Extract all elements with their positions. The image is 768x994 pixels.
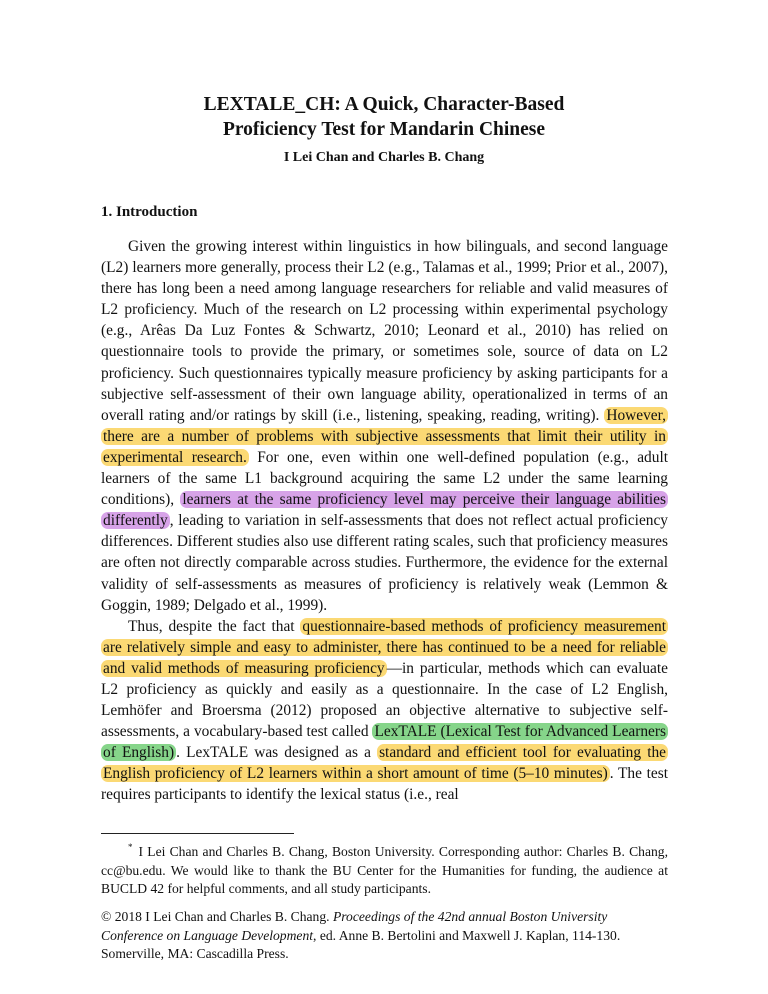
text-span: For one, even within one well-defined population (e.g., adult learners of the same L1 background acquiring the same L2 under the same learning conditions),: [101, 448, 668, 509]
body-text: [101, 236, 668, 806]
title-line-2: Proficiency Test for Mandarin Chinese: [222, 119, 546, 140]
footnote-rule: [101, 833, 294, 834]
highlight-yellow: questionnaire-based methods of proficiency measurement are relatively simple and easy to administer, there has continued to be a need for reliable and valid methods of measuring proficiency: [103, 617, 666, 677]
footnote-marker: *: [128, 842, 133, 853]
highlight-yellow: standard and efficient tool for evaluating the English proficiency of L2 learners within a short amount of time (5–10 minutes): [103, 744, 666, 783]
author-list: I Lei Chan and Charles B. Chang: [283, 150, 485, 165]
section-heading: 1. Introduction: [101, 204, 198, 220]
highlight-purple: learners at the same proficiency level may perceive their language abilities differently: [103, 491, 667, 530]
footnote: [101, 843, 668, 899]
text-span: Thus, despite the fact that: [128, 617, 301, 635]
title-line-1: LEXTALE_CH: A Quick, Character-Based: [203, 94, 565, 115]
text-span: Given the growing interest within linguistics in how bilinguals, and second language (L2) learners more generally, process their L2 (e.g., Talamas et al., 1999; Prior et al., 2007), there has long been a need among language researchers for reliable and valid measures of L2 proficiency. Much of the research on L2 processing within experimental psychology (e.g., Arêas Da Luz Fontes & Schwartz, 2010; Leonard et al., 2010) has relied on questionnaire tools to provide the primary, or sometimes sole, source of data on L2 proficiency. Such questionnaires typically measure proficiency by asking participants for a subjective self-assessment of their own language ability, operationalized in terms of an overall rating and/or ratings by skill (i.e., listening, speaking, reading, writing).: [101, 238, 668, 424]
paragraph-1: [101, 236, 668, 616]
paper-title: [0, 92, 768, 142]
footnote-text: I Lei Chan and Charles B. Chang, Boston University. Corresponding author: Charles B. Chang, cc@bu.edu. We would like to thank the BU Center for the Humanities for funding, the audience at BUCLD 42 for helpful comments, and all study participants.: [101, 844, 668, 897]
copyright-notice: [101, 908, 668, 964]
text-span: . The test requires participants to identify the lexical status (i.e., real: [101, 765, 668, 804]
text-span: , leading to variation in self-assessments that does not reflect actual proficiency differences. Different studies also use different rating scales, such that proficiency measures are often not directly comparable across studies. Furthermore, the evidence for the external validity of self-assessments as measures of proficiency is relatively weak (Lemmon & Goggin, 1989; Delgado et al., 1999).: [101, 512, 668, 614]
text-span: —in particular, methods which can evaluate L2 proficiency as quickly and easily as a questionnaire. In the case of L2 English, Lemhöfer and Broersma (2012) proposed an objective alternative to subjective self-assessments, a vocabulary-based test called: [101, 659, 668, 741]
text-span: . LexTALE was designed as a: [176, 744, 378, 762]
copyright-suffix: , ed. Anne B. Bertolini and Maxwell J. Kaplan, 114-130. Somerville, MA: Cascadilla Press.: [101, 927, 621, 962]
proceedings-title: Proceedings of the 42nd annual Boston University Conference on Language Development: [101, 909, 608, 943]
copyright-prefix: © 2018 I Lei Chan and Charles B. Chang.: [101, 909, 333, 924]
highlight-green: LexTALE (Lexical Test for Advanced Learners of English): [103, 723, 666, 762]
highlight-yellow: However, there are a number of problems with subjective assessments that limit their utility in experimental research.: [103, 406, 666, 466]
paragraph-2: [101, 616, 668, 806]
